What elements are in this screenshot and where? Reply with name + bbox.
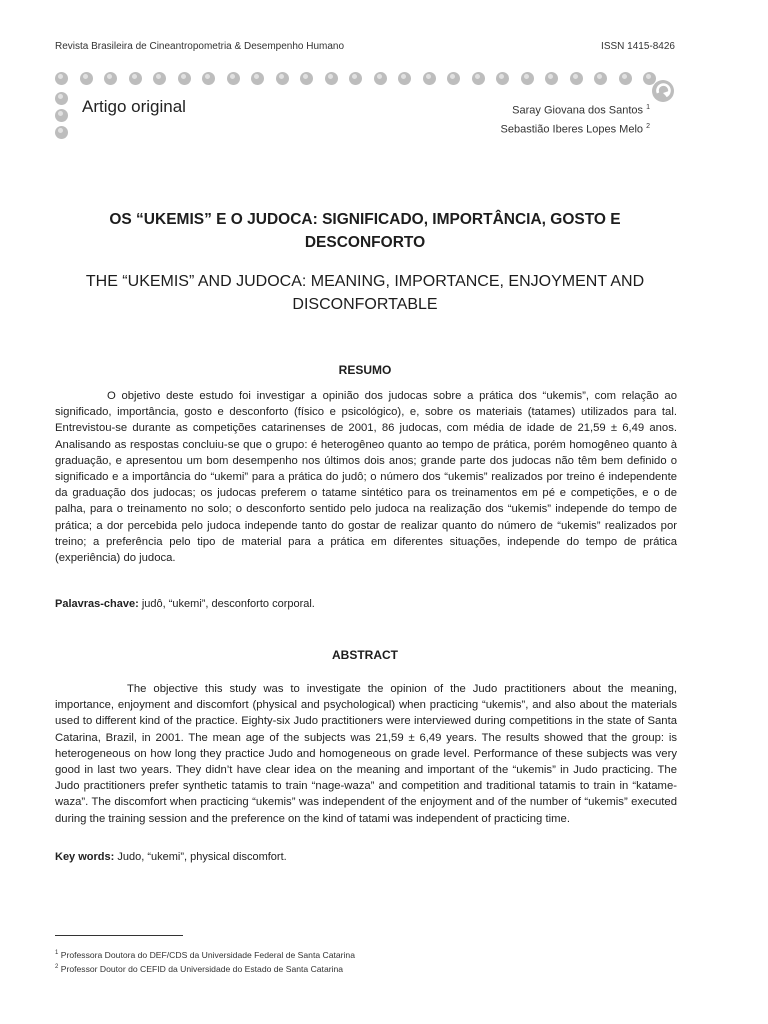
ornament-dot xyxy=(496,72,509,85)
author-list xyxy=(501,100,650,137)
ornament-dot xyxy=(325,72,338,85)
ornament-dot xyxy=(55,109,68,122)
article-type-label: Artigo original xyxy=(82,97,186,116)
ornament-dot xyxy=(447,72,460,85)
title-english: THE “UKEMIS” AND JUDOCA: MEANING, IMPORTANCE, ENJOYMENT AND DISCONFORTABLE xyxy=(85,273,645,313)
ornament-dot xyxy=(398,72,411,85)
key-words: Key words: Judo, “ukemi”, physical discomfort. xyxy=(55,851,287,863)
journal-name: Revista Brasileira de Cineantropometria & Desempenho Humano xyxy=(55,41,345,52)
author: Sebastião Iberes Lopes Melo $^2$ xyxy=(500,122,650,136)
author: Saray Giovana dos Santos $^1$ xyxy=(512,104,650,117)
ornament-dot xyxy=(570,72,583,85)
ornament-dot xyxy=(276,72,289,85)
ornament-dot xyxy=(423,72,436,85)
resumo-heading: RESUMO xyxy=(338,363,392,377)
ornament-dot xyxy=(619,72,632,85)
ornament-dot xyxy=(374,72,387,85)
ornament-dot xyxy=(545,72,558,85)
dot-column-ornament xyxy=(55,92,69,142)
ornament-dot xyxy=(202,72,215,85)
ornament-dot xyxy=(104,72,117,85)
ornament-dot xyxy=(472,72,485,85)
footnote: $^2$ Professor Doutor do CEFID da Universidade do Estado de Santa Catarina xyxy=(55,963,344,974)
ornament-dot xyxy=(55,72,68,85)
ornament-dot xyxy=(80,72,93,85)
ornament-dot xyxy=(300,72,313,85)
dot-row-ornament xyxy=(55,72,675,92)
abstract-heading: ABSTRACT xyxy=(332,648,398,662)
ornament-dot xyxy=(251,72,264,85)
title-portuguese: OS “UKEMIS” E O JUDOCA: SIGNIFICADO, IMPORTÂNCIA, GOSTO E DESCONFORTO xyxy=(109,211,621,251)
footnote-divider xyxy=(55,935,183,936)
footnotes xyxy=(55,947,655,975)
resumo-text: O objetivo deste estudo foi investigar a opinião dos judocas sobre a prática dos “ukemis”, com relação ao significado, importância, gosto e desconforto (físico e psicológico), e, sobre os materiais (tatames) utilizados para tal. Entrevistou-se durante as competições catarinenses de 2001, 86 judocas, com média de idade de 21,59 ± 6,49 anos. Analisando as respostas concluiu-se que o grupo: é heterogêneo quanto ao tempo de prática, porém homogêneo quanto à graduação, e apresentou um bom desempenho nos últimos dois anos; grande parte dos judocas não têm bem definido o significado e a importância do “ukemi” para a prática do judô; o número dos “ukemis” realizados por treino é independente da graduação dos judocas; os judocas preferem o tatame sintético para os treinamentos em pé e competições, e o de palha, para o treinamento no solo; o desconforto sentido pelo judoca na realização dos “ukemis” independe do tempo de prática; a dor percebida pelo judoca independe tanto do gostar de realizar quanto do número de “ukemis” realizados por treino; a preferência pelo tipo de material para a prática em diferentes situações, independe do tempo de prática (experiência) do judoca. xyxy=(55,390,677,565)
ornament-dot xyxy=(594,72,607,85)
ornament-dot xyxy=(55,92,68,105)
ornament-dot xyxy=(129,72,142,85)
palavras-chave: Palavras-chave: judô, “ukemi”, desconforto corporal. xyxy=(55,598,315,610)
ornament-dot xyxy=(349,72,362,85)
footnote: $^1$ Professora Doutora do DEF/CDS da Universidade Federal de Santa Catarina xyxy=(55,949,355,960)
issn: ISSN 1415-8426 xyxy=(601,41,675,52)
ornament-dot xyxy=(178,72,191,85)
ornament-dot xyxy=(153,72,166,85)
abstract-text: The objective this study was to investigate the opinion of the Judo practitioners about the meaning, importance, enjoyment and discomfort (physical and psychological) when practicing “ukemis”, and also about the materials used to different kind of the practice. Eighty-six Judo practitioners were interviewed during competitions in the state of Santa Catarina, Brazil, in 2001. The mean age of the subjects was 21,59 ± 6,49 years. The results showed that the group: is heterogeneous on how long they practice Judo and homogeneous on grade level. Performance of these subjects was very good in last two years. They didn’t have clear idea on the meaning and important of the “ukemis” in Judo practicing. The Judo practitioners prefer synthetic tatamis to train “nage-waza” and competition and traditional tatamis to train in “katame-waza”. The discomfort when practicing “ukemis” was independent of the enjoyment and of the number of “ukemis” executed during the training session and the preference on the kind of tatami was independent of practicing time. xyxy=(55,683,677,825)
curved-arrow-icon xyxy=(650,78,676,104)
ornament-dot xyxy=(55,126,68,139)
ornament-dot xyxy=(227,72,240,85)
ornament-dot xyxy=(521,72,534,85)
